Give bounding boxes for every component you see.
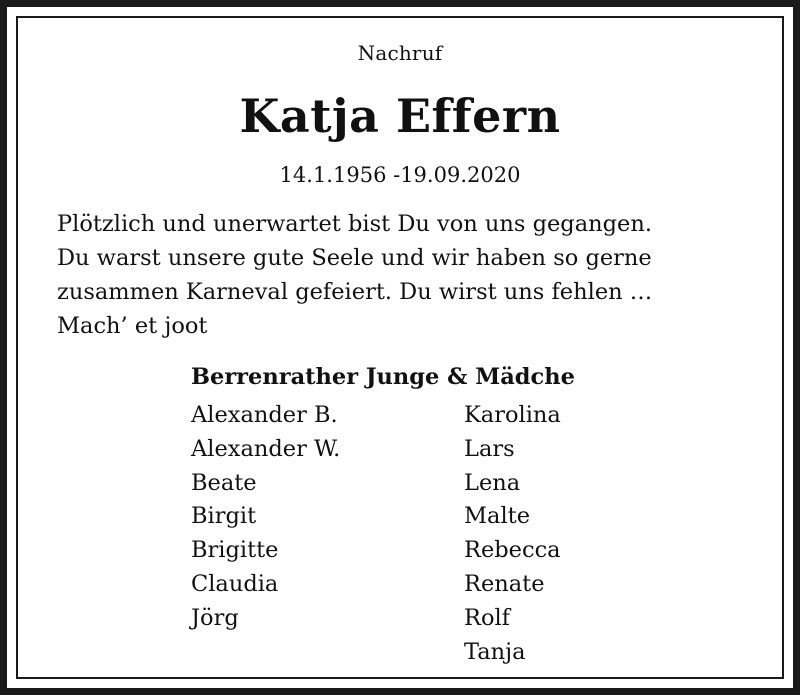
mourner-name: Lars bbox=[464, 435, 515, 462]
mourner-name: Claudia bbox=[191, 570, 279, 597]
text-line: Du warst unsere gute Seele und wir haben so gerne bbox=[57, 245, 652, 271]
life-dates: 14.1.1956 -19.09.2020 bbox=[279, 163, 521, 187]
mourner-name: Alexander B. bbox=[191, 402, 338, 428]
names-left-column bbox=[191, 399, 340, 636]
group-name: Berrenrather Junge & Mädche bbox=[191, 364, 575, 390]
mourner-name: Brigitte bbox=[191, 537, 279, 564]
mourner-name: Birgit bbox=[191, 503, 257, 530]
mourner-name: Rebecca bbox=[464, 537, 561, 564]
mourner-name: Malte bbox=[464, 503, 531, 530]
mourner-name: Lena bbox=[464, 469, 521, 496]
mourner-name: Beate bbox=[191, 469, 257, 496]
mourner-name: Renate bbox=[464, 570, 545, 597]
mourner-name: Tanja bbox=[464, 638, 526, 665]
mourner-name: Alexander W. bbox=[191, 435, 341, 462]
mourner-name: Rolf bbox=[464, 604, 511, 631]
notice-label: Nachruf bbox=[357, 41, 443, 65]
mourner-name: Karolina bbox=[464, 402, 561, 428]
deceased-name: Katja Effern bbox=[239, 89, 561, 143]
text-line: zusammen Karneval gefeiert. Du wirst uns fehlen … bbox=[57, 279, 653, 305]
names-right-column bbox=[464, 399, 561, 669]
mourner-name: Jörg bbox=[191, 604, 239, 631]
obituary-text bbox=[57, 207, 772, 343]
text-line: Plötzlich und unerwartet bist Du von uns gegangen. bbox=[57, 211, 652, 237]
text-line: Mach’ et joot bbox=[57, 313, 208, 339]
